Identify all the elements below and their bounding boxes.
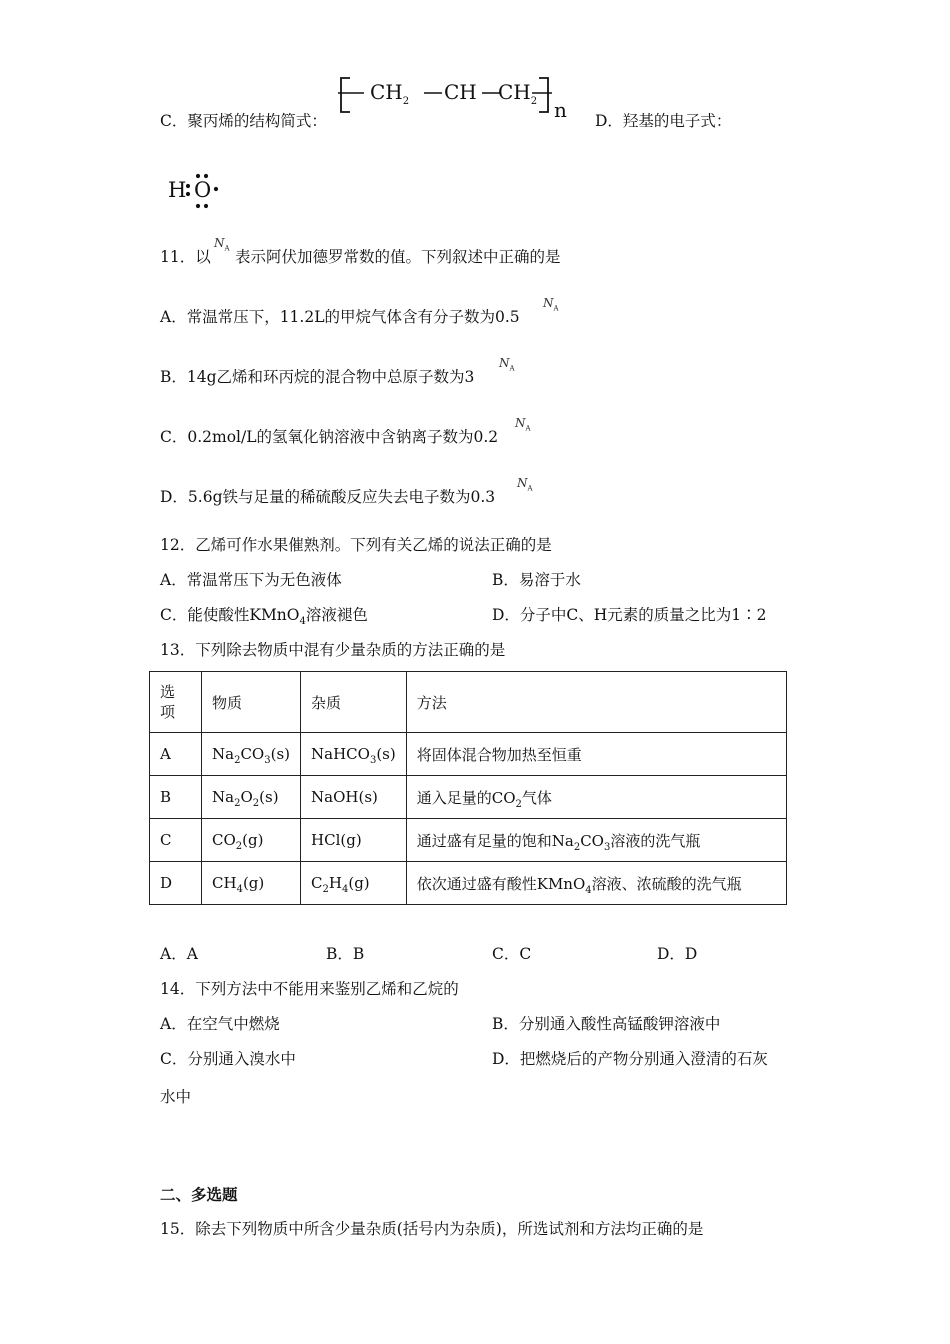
q14-option-d-continued: 水中 xyxy=(160,1088,192,1106)
header-impurity: 杂质 xyxy=(301,672,407,733)
q12-option-d: D．分子中C、H元素的质量之比为1∶2 xyxy=(492,606,767,624)
q14-option-b: B．分别通入酸性高锰酸钾溶液中 xyxy=(492,1015,721,1033)
q11-stem-prefix: 11．以 xyxy=(160,248,211,266)
q14-option-a: A．在空气中燃烧 xyxy=(160,1015,280,1033)
q13-answer-b: B．B xyxy=(326,945,365,963)
q11-option-c: C．0.2mol/L的氢氧化钠溶液中含钠离子数为0.2 xyxy=(160,428,499,446)
q10-option-d: D．羟基的电子式： xyxy=(595,112,732,130)
q12-option-a: A．常温常压下为无色液体 xyxy=(160,571,342,589)
header-substance: 物质 xyxy=(202,672,301,733)
q10-option-c: C．聚丙烯的结构简式： xyxy=(160,112,327,130)
table-row xyxy=(150,819,787,862)
q13-answer-c: C．C xyxy=(492,945,532,963)
section-title: 二、多选题 xyxy=(160,1185,238,1204)
q11-option-b: B．14g乙烯和环丙烷的混合物中总原子数为3 xyxy=(160,368,475,386)
cell-option: A xyxy=(150,733,202,776)
cell-method: 通过盛有足量的饱和$Na_2CO_3$溶液的洗气瓶 xyxy=(406,819,786,862)
q14-stem: 14．下列方法中不能用来鉴别乙烯和乙烷的 xyxy=(160,980,459,998)
q14-option-d: D．把燃烧后的产物分别通入澄清的石灰 xyxy=(492,1050,768,1068)
cell-impurity: $C_2H_4(g)$ xyxy=(301,862,407,905)
cell-impurity: NaHCO$_3$(s) xyxy=(301,733,407,776)
q12-option-b: B．易溶于水 xyxy=(492,571,581,589)
cell-substance: $Na_2CO_3(s)$ xyxy=(202,733,301,776)
hydroxyl-electron-formula xyxy=(166,172,226,212)
na-symbol: $N_A$ xyxy=(517,476,533,493)
cell-method: 通入足量的$CO_2$气体 xyxy=(406,776,786,819)
table-row xyxy=(150,733,787,776)
struct-ch2-right: $CH_2$ xyxy=(498,80,538,107)
q11-stem-suffix: 表示阿伏加德罗常数的值。下列叙述中正确的是 xyxy=(235,248,561,266)
cell-substance: $Na_2O_2(s)$ xyxy=(202,776,301,819)
q13-stem: 13．下列除去物质中混有少量杂质的方法正确的是 xyxy=(160,641,506,659)
na-symbol: $N_A$ xyxy=(499,356,515,373)
cell-option: D xyxy=(150,862,202,905)
q15-stem: 15．除去下列物质中所含少量杂质(括号内为杂质)，所选试剂和方法均正确的是 xyxy=(160,1220,704,1238)
na-symbol: $N_A$ xyxy=(515,416,531,433)
q14-option-c: C．分别通入溴水中 xyxy=(160,1050,296,1068)
na-symbol: $N_A$ xyxy=(214,236,230,253)
table-row xyxy=(150,862,787,905)
cell-method: 将固体混合物加热至恒重 xyxy=(406,733,786,776)
na-symbol: $N_A$ xyxy=(543,296,559,313)
cell-substance: $CO_2(g)$ xyxy=(202,819,301,862)
q13-answer-d: D．D xyxy=(657,945,698,963)
cell-option: C xyxy=(150,819,202,862)
header-option: 选 项 xyxy=(150,672,202,733)
cell-impurity: HCl(g) xyxy=(301,819,407,862)
cell-impurity: NaOH(s) xyxy=(301,776,407,819)
polypropylene-structure xyxy=(336,76,576,120)
q12-option-c: C．能使酸性KMnO$_4$溶液褪色 xyxy=(160,606,368,628)
hydroxyl-o: O xyxy=(194,178,212,202)
cell-option: B xyxy=(150,776,202,819)
table-header-row xyxy=(150,672,787,733)
table-row xyxy=(150,776,787,819)
header-method: 方法 xyxy=(406,672,786,733)
struct-ch2-left: $CH_2$ xyxy=(370,80,410,107)
electron-dots-icon xyxy=(166,172,226,212)
cell-substance: $CH_4(g)$ xyxy=(202,862,301,905)
cell-method: 依次通过盛有酸性KMnO$_4$溶液、浓硫酸的洗气瓶 xyxy=(406,862,786,905)
hydroxyl-h: H xyxy=(168,178,187,202)
q13-table xyxy=(149,671,787,905)
struct-ch: CH xyxy=(444,80,477,104)
struct-n: n xyxy=(554,98,567,122)
q13-answer-a: A．A xyxy=(160,945,198,963)
q12-stem: 12．乙烯可作水果催熟剂。下列有关乙烯的说法正确的是 xyxy=(160,536,552,554)
q11-option-a: A．常温常压下，11.2L的甲烷气体含有分子数为0.5 xyxy=(160,308,520,326)
q11-option-d: D．5.6g铁与足量的稀硫酸反应失去电子数为0.3 xyxy=(160,488,496,506)
